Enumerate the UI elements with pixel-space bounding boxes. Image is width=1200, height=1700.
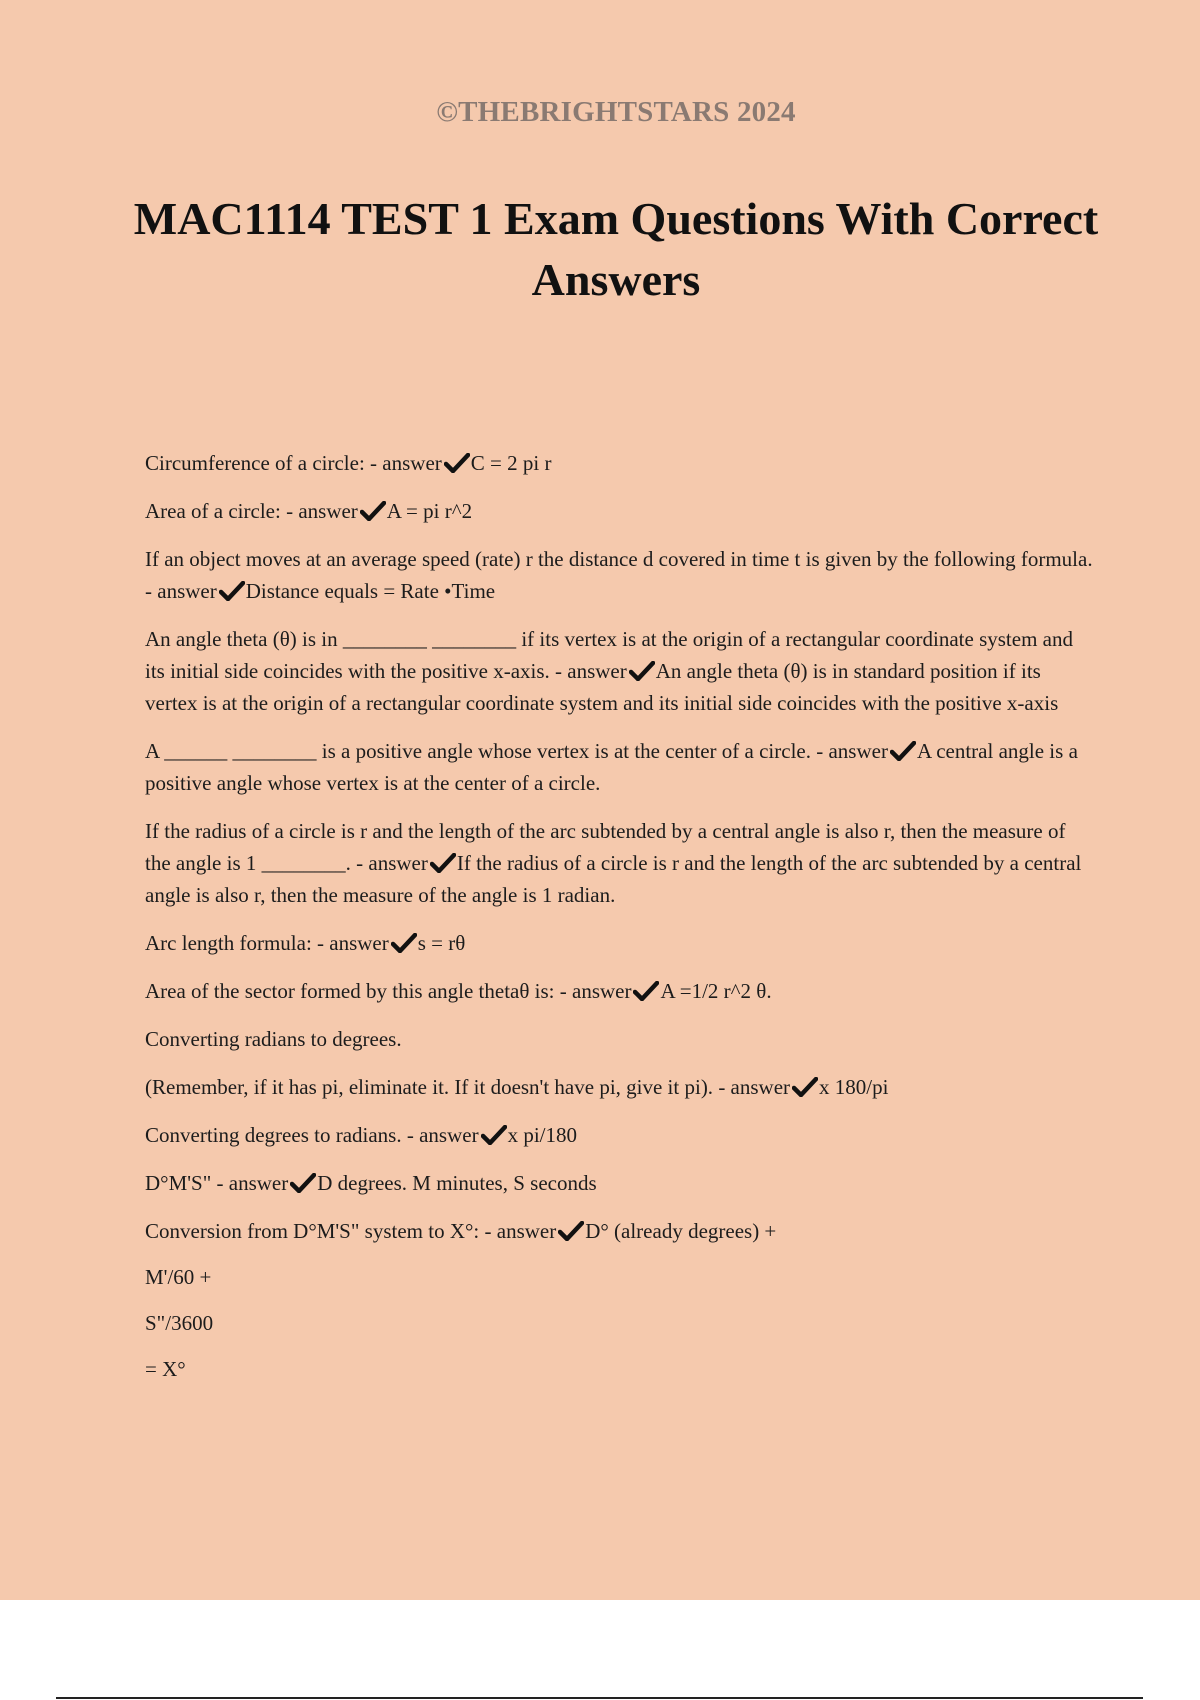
check-mark-icon xyxy=(890,741,916,761)
answer-marker: - answer xyxy=(816,739,888,763)
answer-text: Distance equals = Rate •Time xyxy=(245,579,496,603)
answer-text: A central angle is a positive angle whose vertex is at the center of a circle. xyxy=(145,739,1078,795)
qa-list xyxy=(145,447,1095,1399)
question-text: An angle theta (θ) is in ________ ________ if its vertex is at the origin of a rectangular coordinate system and its initial side coincides with the positive x-axis. xyxy=(145,627,1073,683)
answer-text: If the radius of a circle is r and the length of the arc subtended by a central angle is also r, then the measure of the angle is 1 radian. xyxy=(145,851,1082,907)
answer-marker: - answer xyxy=(555,659,627,683)
answer-text: x pi/180 xyxy=(507,1123,577,1147)
qa-item xyxy=(145,623,1095,719)
qa-item xyxy=(145,1071,1095,1103)
conversion-line: M'/60 + xyxy=(145,1265,212,1289)
qa-item xyxy=(145,495,1095,527)
answer-text: s = rθ xyxy=(417,931,466,955)
answer-marker: - answer xyxy=(370,451,442,475)
answer-text: A = pi r^2 xyxy=(386,499,473,523)
answer-marker: - answer xyxy=(145,579,217,603)
answer-marker: - answer xyxy=(286,499,358,523)
question-text: A ______ ________ is a positive angle whose vertex is at the center of a circle. xyxy=(145,739,811,763)
footer-divider xyxy=(56,1697,1143,1699)
check-mark-icon xyxy=(219,581,245,601)
answer-text: An angle theta (θ) is in standard position if its vertex is at the origin of a rectangular coordinate system and its initial side coincides with the positive x-axis xyxy=(145,659,1059,715)
answer-text: C = 2 pi r xyxy=(470,451,552,475)
check-mark-icon xyxy=(558,1221,584,1241)
check-mark-icon xyxy=(360,501,386,521)
check-mark-icon xyxy=(391,933,417,953)
answer-marker: - answer xyxy=(356,851,428,875)
question-text: Circumference of a circle: xyxy=(145,451,365,475)
answer-marker: - answer xyxy=(718,1075,791,1099)
check-mark-icon xyxy=(633,981,659,1001)
qa-item xyxy=(145,735,1095,799)
question-text: Area of the sector formed by this angle thetaθ is: xyxy=(145,979,555,1003)
answer-marker: - answer xyxy=(484,1219,557,1243)
qa-item xyxy=(145,447,1095,479)
qa-item xyxy=(145,927,1095,959)
check-mark-icon xyxy=(792,1077,818,1097)
check-mark-icon xyxy=(444,453,470,473)
answer-text: D° (already degrees) + xyxy=(585,1219,777,1243)
answer-text: A =1/2 r^2 θ. xyxy=(660,979,772,1003)
question-text: (Remember, if it has pi, eliminate it. If it doesn't have pi, give it pi). xyxy=(145,1075,714,1099)
check-mark-icon xyxy=(481,1125,507,1145)
question-text: Conversion from D°M'S" system to X°: xyxy=(145,1219,480,1243)
question-text: Arc length formula: xyxy=(145,931,312,955)
answer-marker: - answer xyxy=(317,931,389,955)
qa-item xyxy=(145,1119,1095,1151)
check-mark-icon xyxy=(629,661,655,681)
qa-item xyxy=(145,975,1095,1007)
question-text: Area of a circle: xyxy=(145,499,281,523)
question-text: If an object moves at an average speed (rate) r the distance d covered in time t is given by the following formula. xyxy=(145,547,1093,571)
question-text: Converting degrees to radians. xyxy=(145,1123,402,1147)
check-mark-icon xyxy=(430,853,456,873)
conversion-line: = X° xyxy=(145,1357,186,1381)
answer-marker: - answer xyxy=(559,979,632,1003)
qa-item xyxy=(145,1167,1095,1199)
answer-marker: - answer xyxy=(216,1171,289,1195)
answer-text: x 180/pi xyxy=(819,1075,889,1099)
section-heading: Converting radians to degrees. xyxy=(145,1027,402,1051)
conversion-line: S"/3600 xyxy=(145,1311,214,1335)
qa-item xyxy=(145,815,1095,911)
question-text: D°M'S" xyxy=(145,1171,212,1195)
qa-item xyxy=(145,543,1095,607)
question-text: If the radius of a circle is r and the length of the arc subtended by a central angle is also r, then the measure of the angle is 1 ________. xyxy=(145,819,1066,875)
qa-item xyxy=(145,1215,1095,1247)
answer-marker: - answer xyxy=(406,1123,479,1147)
page-title: MAC1114 TEST 1 Exam Questions With Correct Answers xyxy=(133,193,1099,305)
check-mark-icon xyxy=(290,1173,316,1193)
watermark: ©THEBRIGHTSTARS 2024 xyxy=(436,96,796,128)
answer-text: D degrees. M minutes, S seconds xyxy=(317,1171,597,1195)
